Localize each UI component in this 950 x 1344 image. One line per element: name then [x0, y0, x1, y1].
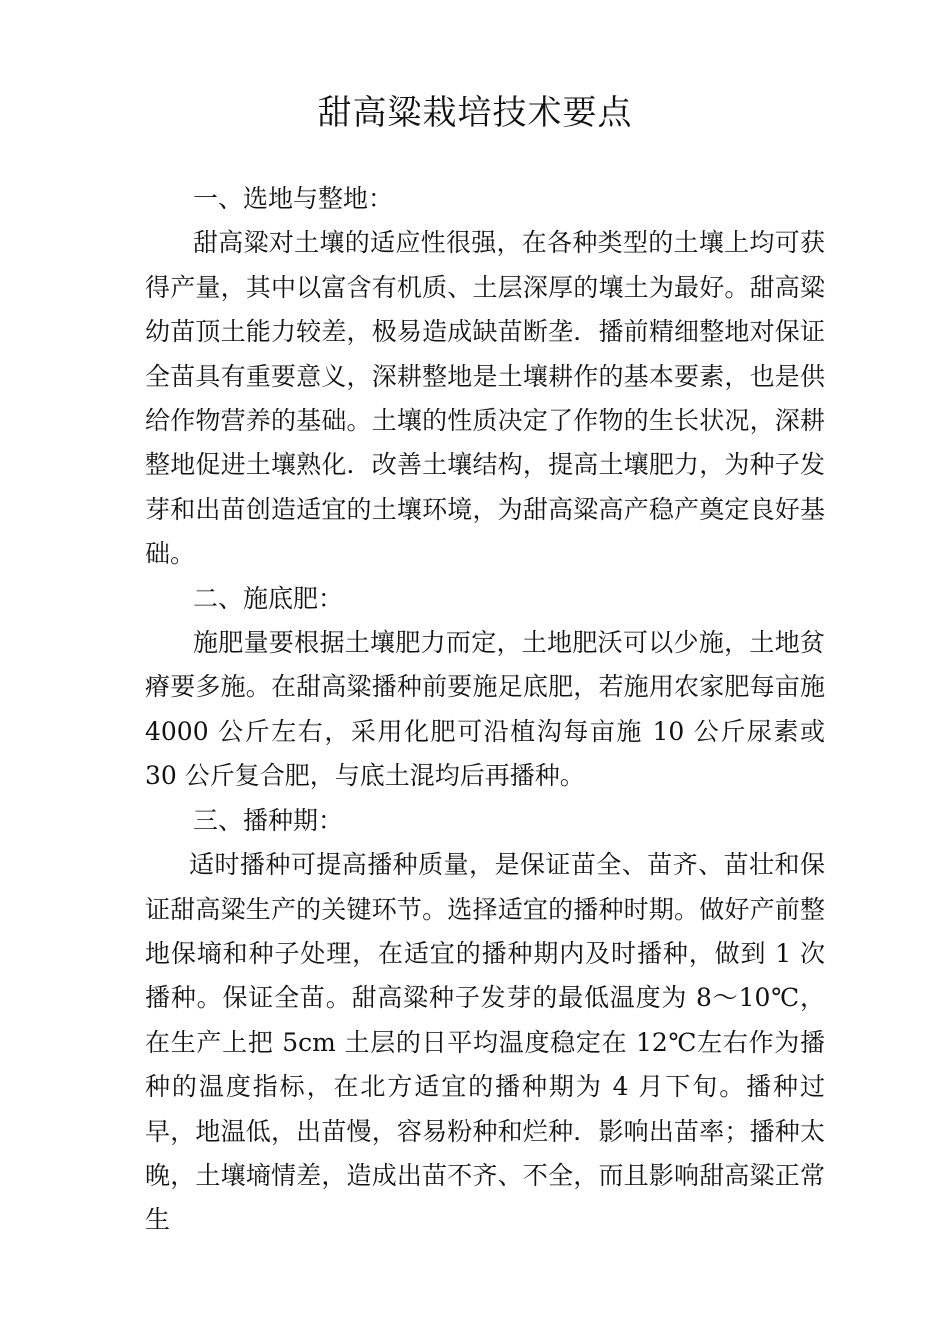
- section-heading-base-fertilizer: 二、施底肥：: [193, 583, 344, 613]
- document-body: [145, 177, 825, 1243]
- section-heading-sowing-period: 三、播种期：: [193, 805, 344, 835]
- section-paragraph-sowing-period: 适时播种可提高播种质量，是保证苗全、苗齐、苗壮和保证甜高粱生产的关键环节。选择适宜的播种时期。做好产前整地保墒和种子处理，在适宜的播种期内及时播种，做到 1 次播种。保证全苗。甜高粱种子发芽的最低温度为 8～10℃，在生产上把 5cm 土层的日平均温度稳定在 12℃左右作为播种的温度指标，在北方适宜的播种期为 4 月下旬。播种过早，地温低，出苗慢，容易粉种和烂种．影响出苗率；播种太晚，土壤墒情差，造成出苗不齐、不全，而且影响甜高粱正常生: [145, 850, 825, 1235]
- document-title: 甜高粱栽培技术要点: [317, 93, 633, 133]
- section-paragraph-site-selection: 甜高粱对土壤的适应性很强，在各种类型的土壤上均可获得产量，其中以富含有机质、土层深厚的壤土为最好。甜高粱幼苗顶土能力较差，极易造成缺苗断垄．播前精细整地对保证全苗具有重要意义，深耕整地是土壤耕作的基本要素，也是供给作物营养的基础。土壤的性质决定了作物的生长状况，深耕整地促进土壤熟化．改善土壤结构，提高土壤肥力，为种子发芽和出苗创造适宜的土壤环境，为甜高粱高产稳产奠定良好基础。: [145, 228, 825, 569]
- section-heading-site-selection: 一、选地与整地：: [193, 184, 394, 213]
- section-paragraph-base-fertilizer: 施肥量要根据土壤肥力而定，土地肥沃可以少施，土地贫瘠要多施。在甜高粱播种前要施足底肥，若施用农家肥每亩施 4000 公斤左右，采用化肥可沿植沟每亩施 10 公斤尿素或 30 公斤复合肥，与底土混均后再播种。: [145, 628, 825, 791]
